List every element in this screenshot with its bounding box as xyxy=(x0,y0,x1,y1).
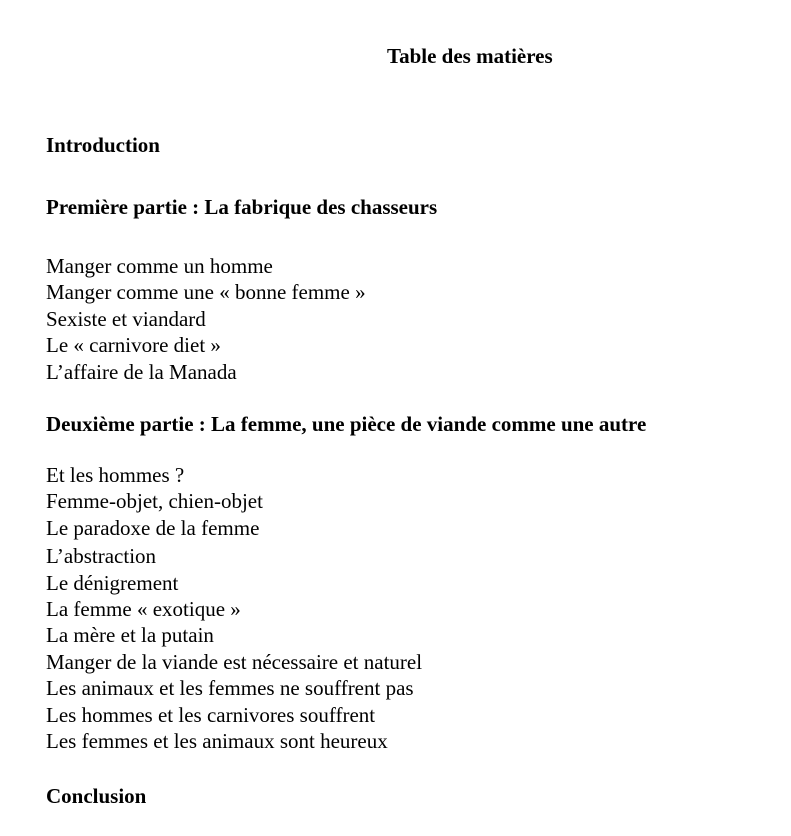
toc-item: Manger comme un homme xyxy=(46,254,273,278)
toc-title: Table des matières xyxy=(387,44,553,68)
toc-heading-introduction: Introduction xyxy=(46,133,160,157)
toc-item: Les hommes et les carnivores souffrent xyxy=(46,702,376,727)
toc-item: Femme-objet, chien-objet xyxy=(46,489,263,514)
toc-item: Le « carnivore diet » xyxy=(46,333,221,358)
toc-item: Le dénigrement xyxy=(46,570,179,595)
toc-list-part-2 xyxy=(46,462,422,754)
toc-item: Sexiste et viandard xyxy=(46,306,206,331)
toc-item: L’abstraction xyxy=(46,544,157,569)
toc-item: Les femmes et les animaux sont heureux xyxy=(46,729,388,754)
toc-heading-conclusion: Conclusion xyxy=(46,784,147,808)
toc-item: Manger de la viande est nécessaire et naturel xyxy=(46,649,423,674)
toc-item: La femme « exotique » xyxy=(46,597,241,622)
toc-heading-part-1: Première partie : La fabrique des chasseurs xyxy=(46,195,438,219)
toc-item: La mère et la putain xyxy=(46,623,214,648)
toc-item: Le paradoxe de la femme xyxy=(46,515,260,540)
toc-item: Les animaux et les femmes ne souffrent pas xyxy=(46,676,414,701)
toc-item: L’affaire de la Manada xyxy=(46,359,237,384)
toc-item: Et les hommes ? xyxy=(46,463,185,487)
toc-heading-part-2: Deuxième partie : La femme, une pièce de viande comme une autre xyxy=(46,412,647,436)
toc-item: Manger comme une « bonne femme » xyxy=(46,280,366,305)
toc-list-part-1 xyxy=(46,253,366,385)
